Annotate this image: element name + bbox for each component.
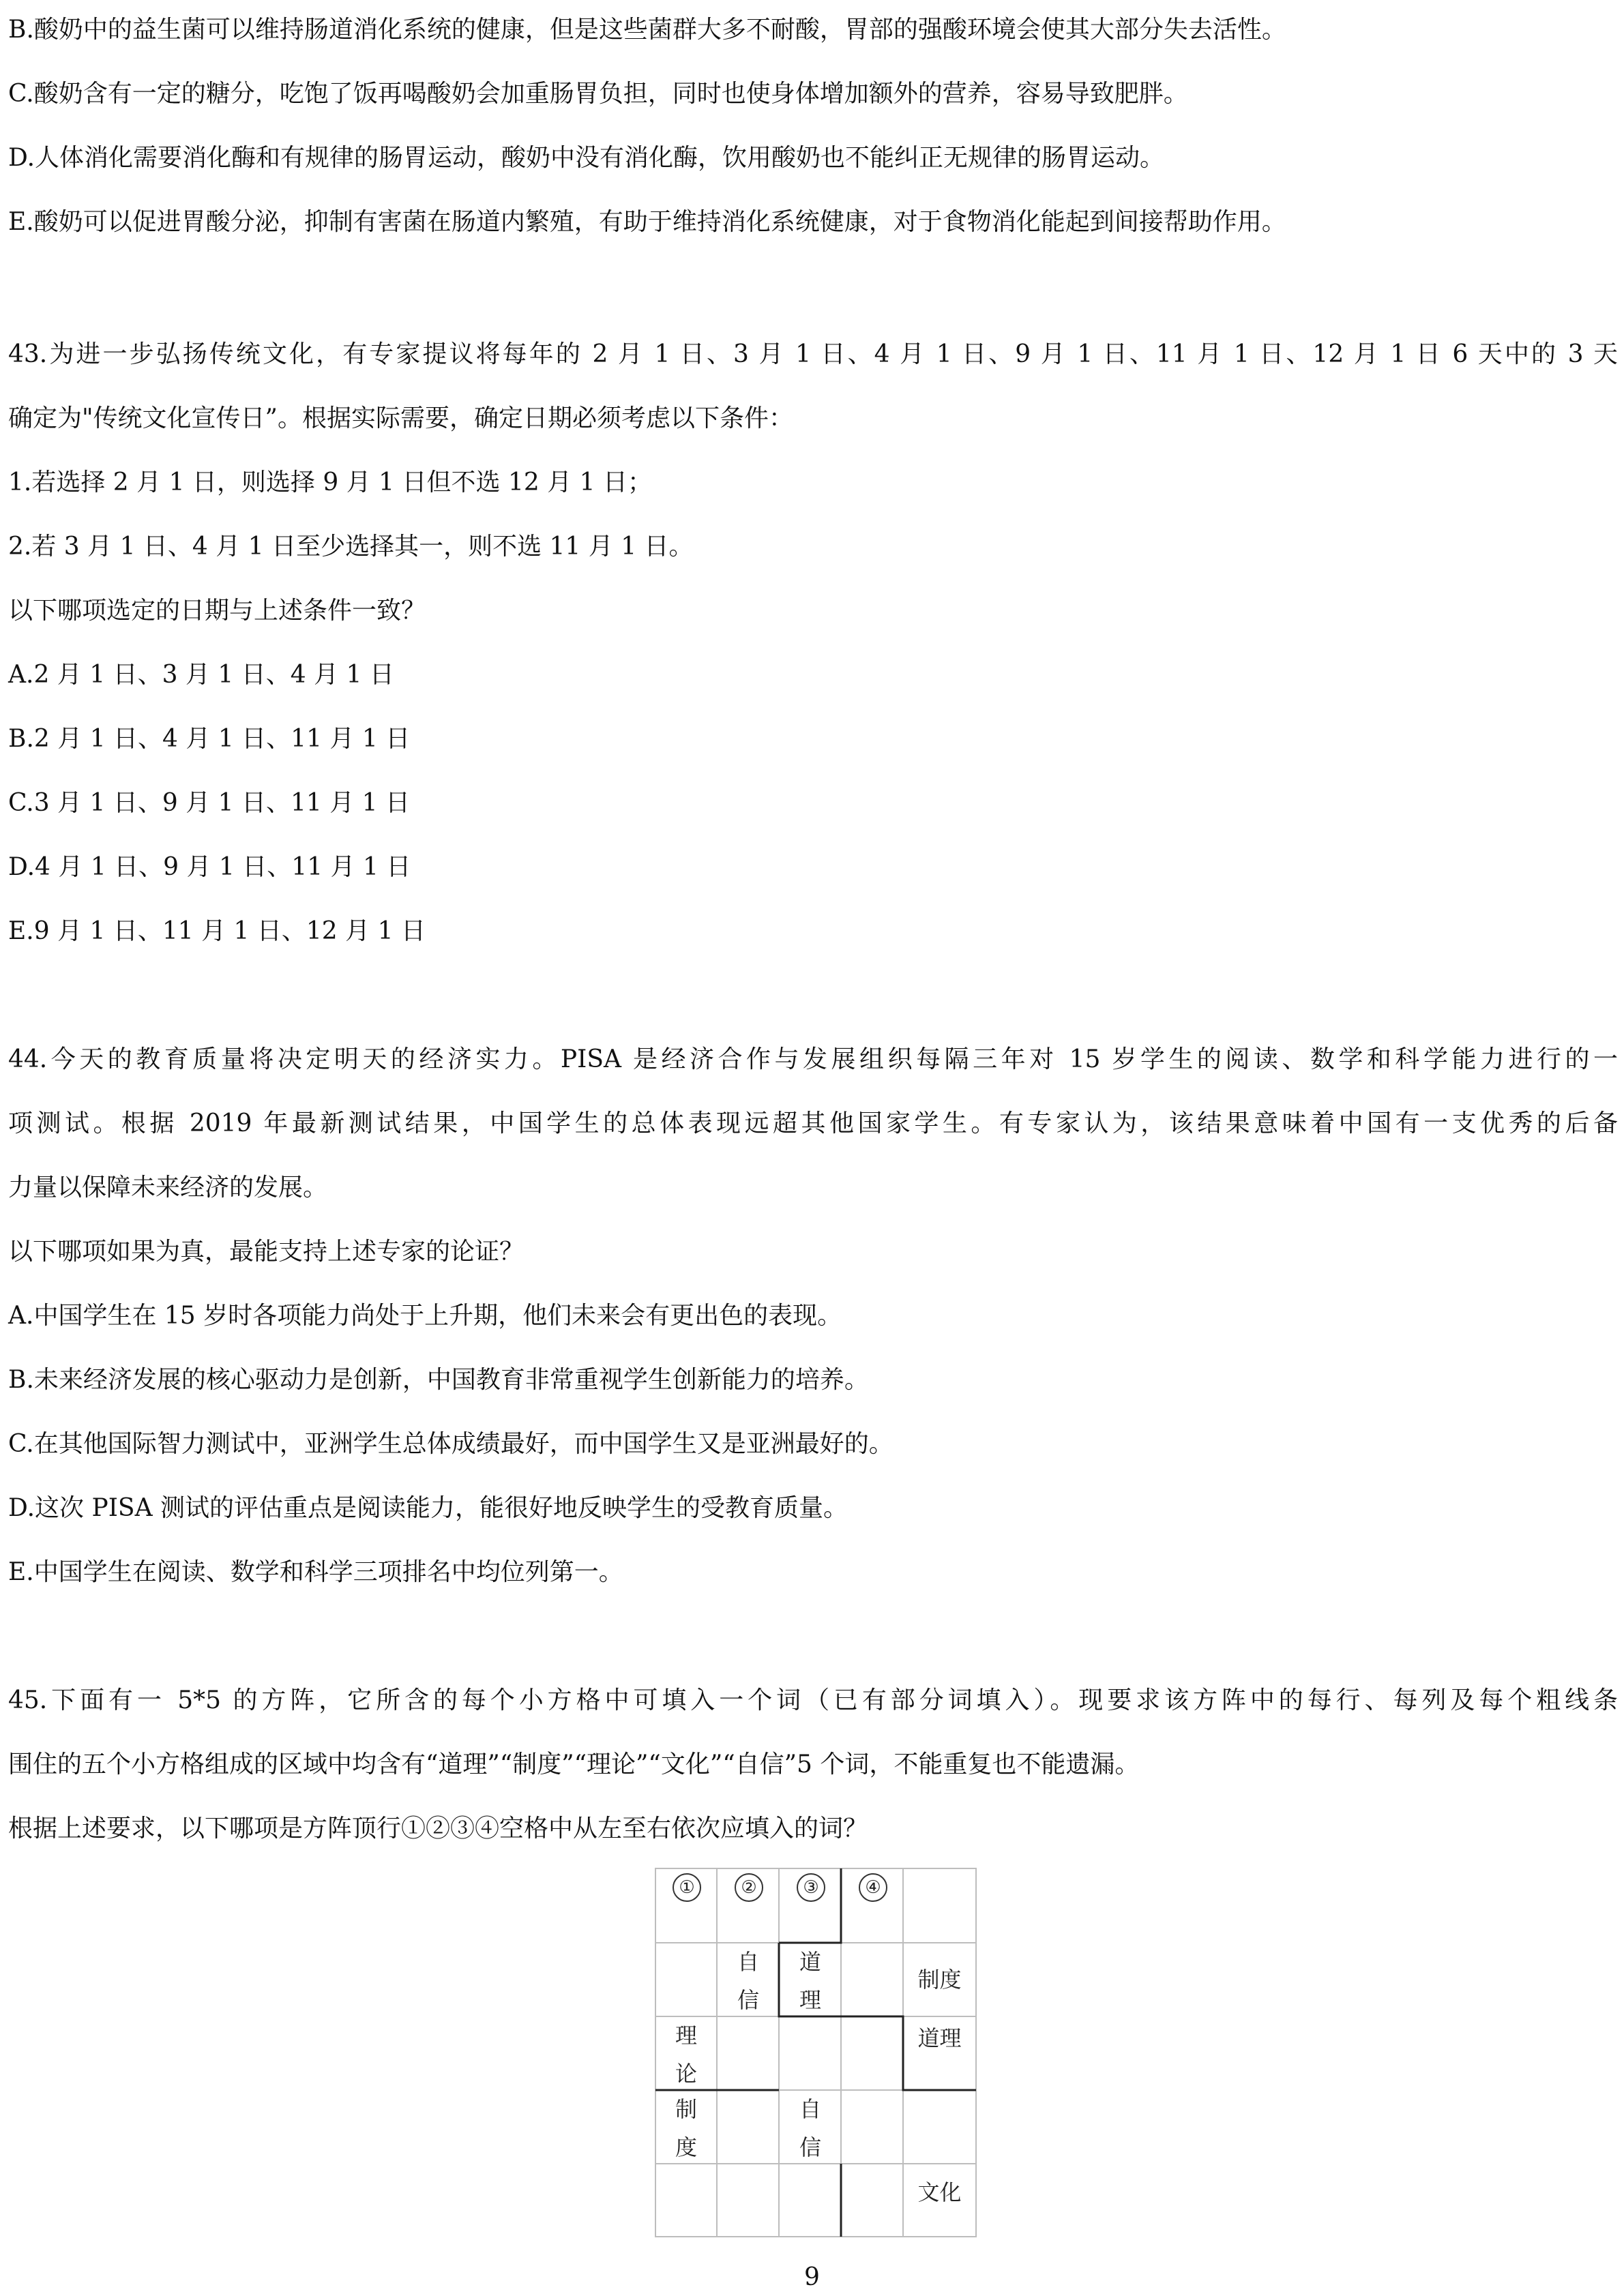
grid-cell-r3c1: 理论: [675, 2023, 697, 2087]
grid-cell-r5c5: 文化: [917, 2179, 962, 2205]
q44-stem-line: 力量以保障未来经济的发展。: [8, 1174, 328, 1202]
q44-option-b: B.未来经济发展的核心驱动力是创新，中国教育非常重视学生创新能力的培养。: [8, 1366, 869, 1394]
grid-cell-r3c5: 道理: [917, 2025, 962, 2051]
page-number: 9: [804, 2263, 820, 2291]
q45-question: 根据上述要求，以下哪项是方阵顶行①②③④空格中从左至右依次应填入的词？: [8, 1815, 868, 1843]
q43-option-b: B.2 月 1 日、4 月 1 日、11 月 1 日: [8, 725, 411, 753]
q44-option-e: E.中国学生在阅读、数学和科学三项排名中均位列第一。: [8, 1558, 623, 1586]
grid-cell-r2c2: 自信: [737, 1949, 759, 2013]
q43-option-d: D.4 月 1 日、9 月 1 日、11 月 1 日: [8, 853, 411, 881]
q44-question: 以下哪项如果为真，最能支持上述专家的论证？: [8, 1238, 525, 1266]
q43-condition: 1.若选择 2 月 1 日，则选择 9 月 1 日但不选 12 月 1 日；: [8, 468, 652, 496]
blank-marker-4: ④: [859, 1873, 887, 1902]
blank-marker-1: ①: [673, 1873, 701, 1902]
q43-stem-line: 43.为进一步弘扬传统文化，有专家提议将每年的 2 月 1 日、3 月 1 日、4 月 1 日、9 月 1 日、11 月 1 日、12 月 1 日 6 天中的 3 天: [8, 340, 1618, 368]
option-line: C.酸奶含有一定的糖分，吃饱了饭再喝酸奶会加重肠胃负担，同时也使身体增加额外的营养，容易导致肥胖。: [8, 80, 1188, 108]
grid-cell-r4c1: 制度: [675, 2096, 697, 2160]
q44-option-c: C.在其他国际智力测试中，亚洲学生总体成绩最好，而中国学生又是亚洲最好的。: [8, 1430, 894, 1458]
q43-stem-line: 确定为"传统文化宣传日”。根据实际需要，确定日期必须考虑以下条件：: [8, 404, 793, 432]
q43-option-c: C.3 月 1 日、9 月 1 日、11 月 1 日: [8, 789, 411, 817]
grid-cell-r2c3: 道理: [799, 1949, 821, 2013]
q43-option-a: A.2 月 1 日、3 月 1 日、4 月 1 日: [8, 661, 394, 689]
option-line: B.酸奶中的益生菌可以维持肠道消化系统的健康，但是这些菌群大多不耐酸，胃部的强酸环境会使其大部分失去活性。: [8, 16, 1286, 44]
blank-marker-3: ③: [797, 1873, 825, 1902]
q44-stem-line: 项测试。根据 2019 年最新测试结果，中国学生的总体表现远超其他国家学生。有专家认为，该结果意味着中国有一支优秀的后备: [8, 1109, 1618, 1137]
q44-option-d: D.这次 PISA 测试的评估重点是阅读能力，能很好地反映学生的受教育质量。: [8, 1494, 848, 1522]
q45-stem-line: 围住的五个小方格组成的区域中均含有“道理”“制度”“理论”“文化”“自信”5 个词，不能重复也不能遗漏。: [8, 1750, 1140, 1778]
q43-condition: 2.若 3 月 1 日、4 月 1 日至少选择其一，则不选 11 月 1 日。: [8, 533, 694, 561]
q43-option-e: E.9 月 1 日、11 月 1 日、12 月 1 日: [8, 917, 426, 945]
q45-stem-line: 45.下面有一 5*5 的方阵，它所含的每个小方格中可填入一个词（已有部分词填入）。现要求该方阵中的每行、每列及每个粗线条: [8, 1686, 1618, 1714]
q44-option-a: A.中国学生在 15 岁时各项能力尚处于上升期，他们未来会有更出色的表现。: [8, 1302, 842, 1330]
option-line: D.人体消化需要消化酶和有规律的肠胃运动，酸奶中没有消化酶，饮用酸奶也不能纠正无规律的肠胃运动。: [8, 144, 1165, 172]
grid-cell-r4c3: 自信: [799, 2096, 821, 2160]
q43-question: 以下哪项选定的日期与上述条件一致？: [8, 597, 426, 625]
blank-marker-2: ②: [735, 1873, 763, 1902]
option-line: E.酸奶可以促进胃酸分泌，抑制有害菌在肠道内繁殖，有助于维持消化系统健康，对于食物消化能起到间接帮助作用。: [8, 208, 1286, 236]
grid-cell-r2c5: 制度: [917, 1967, 962, 1993]
q44-stem-line: 44.今天的教育质量将决定明天的经济实力。PISA 是经济合作与发展组织每隔三年对 15 岁学生的阅读、数学和科学能力进行的一: [8, 1045, 1618, 1073]
word-grid: [655, 1868, 978, 2239]
